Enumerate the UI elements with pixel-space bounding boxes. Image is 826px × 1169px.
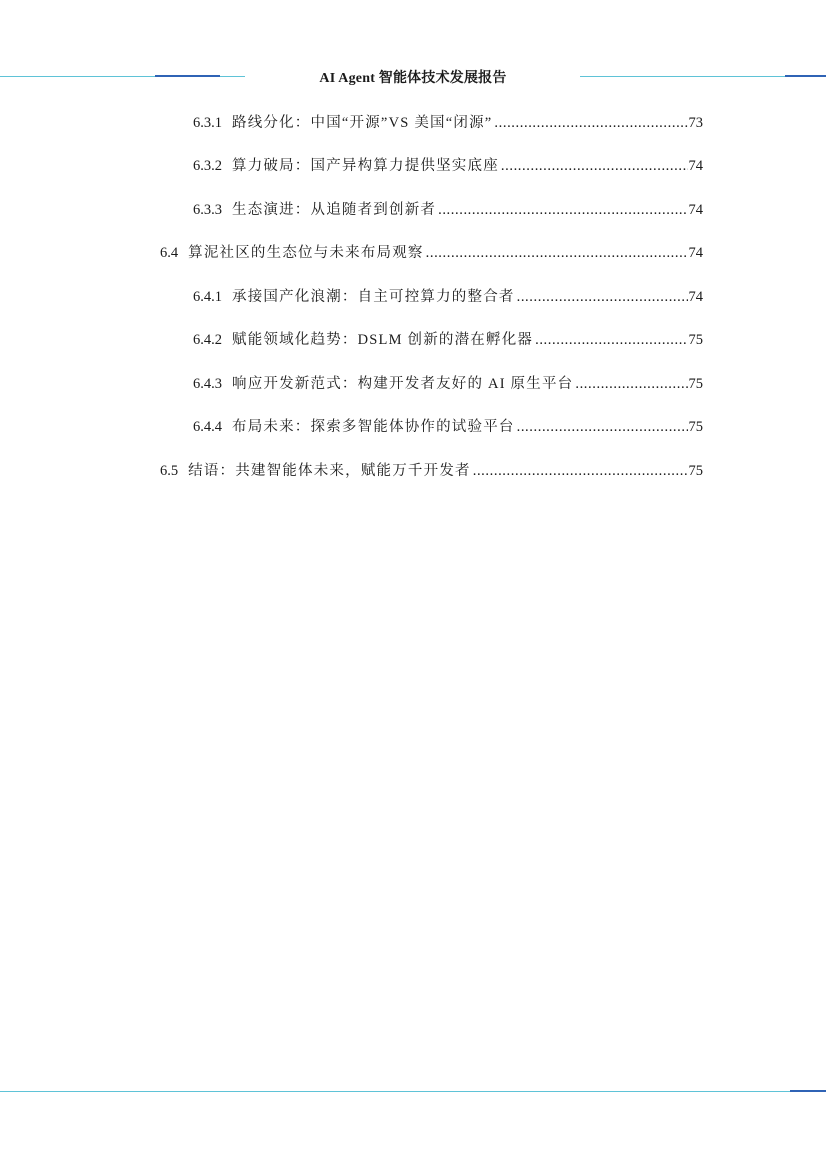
- toc-entry[interactable]: [193, 329, 703, 351]
- toc-entry-number: 6.5: [160, 463, 179, 479]
- footer-rule-light: [0, 1091, 826, 1092]
- toc-entry[interactable]: [193, 199, 703, 221]
- toc-entry-title: 布局未来：探索多智能体协作的试验平台: [232, 419, 515, 435]
- toc-entry-page: 73: [688, 115, 703, 131]
- toc-entry-number: 6.4.3: [193, 376, 222, 392]
- toc-entry-title: 算泥社区的生态位与未来布局观察: [188, 245, 424, 261]
- toc-entry-page: 74: [688, 202, 703, 218]
- toc-entry[interactable]: [193, 373, 703, 395]
- toc-entry-page: 74: [688, 245, 703, 261]
- toc-dot-leader: [501, 155, 688, 177]
- toc-entry-title: 生态演进：从追随者到创新者: [232, 202, 437, 218]
- toc-entry-page: 75: [688, 376, 703, 392]
- toc-dot-leader: [426, 242, 688, 264]
- footer-rule-dark: [790, 1090, 826, 1092]
- toc-entry-title: 承接国产化浪潮：自主可控算力的整合者: [232, 289, 515, 305]
- toc-dot-leader: [517, 416, 688, 438]
- toc-dot-leader: [575, 373, 687, 395]
- toc-entry-number: 6.3.2: [193, 158, 222, 174]
- toc-entry-page: 74: [688, 289, 703, 305]
- toc-entry-page: 75: [688, 332, 703, 348]
- toc-entry-number: 6.4.1: [193, 289, 222, 305]
- toc-entry-number: 6.4: [160, 245, 179, 261]
- toc-entry[interactable]: [160, 242, 703, 264]
- toc-entry-number: 6.4.4: [193, 419, 222, 435]
- toc-entry-title: 响应开发新范式：构建开发者友好的 AI 原生平台: [232, 376, 574, 392]
- toc-dot-leader: [517, 286, 688, 308]
- toc-dot-leader: [494, 112, 687, 134]
- toc-entry-page: 75: [688, 463, 703, 479]
- toc-entry-number: 6.3.3: [193, 202, 222, 218]
- toc-entry-page: 74: [688, 158, 703, 174]
- toc-entry-title: 结语：共建智能体未来，赋能万千开发者: [188, 463, 471, 479]
- toc-entry-title: 赋能领域化趋势：DSLM 创新的潜在孵化器: [232, 332, 534, 348]
- toc-dot-leader: [535, 329, 687, 351]
- toc-entry[interactable]: [160, 460, 703, 482]
- toc-dot-leader: [438, 199, 687, 221]
- toc-entry[interactable]: [193, 155, 703, 177]
- toc-dot-leader: [473, 460, 688, 482]
- toc-entry[interactable]: [193, 112, 703, 134]
- toc-entry-title: 路线分化：中国“开源”VS 美国“闭源”: [232, 115, 493, 131]
- page-header-title: AI Agent 智能体技术发展报告: [319, 71, 507, 86]
- toc-entry-number: 6.3.1: [193, 115, 222, 131]
- toc-entry-number: 6.4.2: [193, 332, 222, 348]
- toc-entry[interactable]: [193, 286, 703, 308]
- toc-entry[interactable]: [193, 416, 703, 438]
- toc-entry-title: 算力破局：国产异构算力提供坚实底座: [232, 158, 499, 174]
- toc-entry-page: 75: [688, 419, 703, 435]
